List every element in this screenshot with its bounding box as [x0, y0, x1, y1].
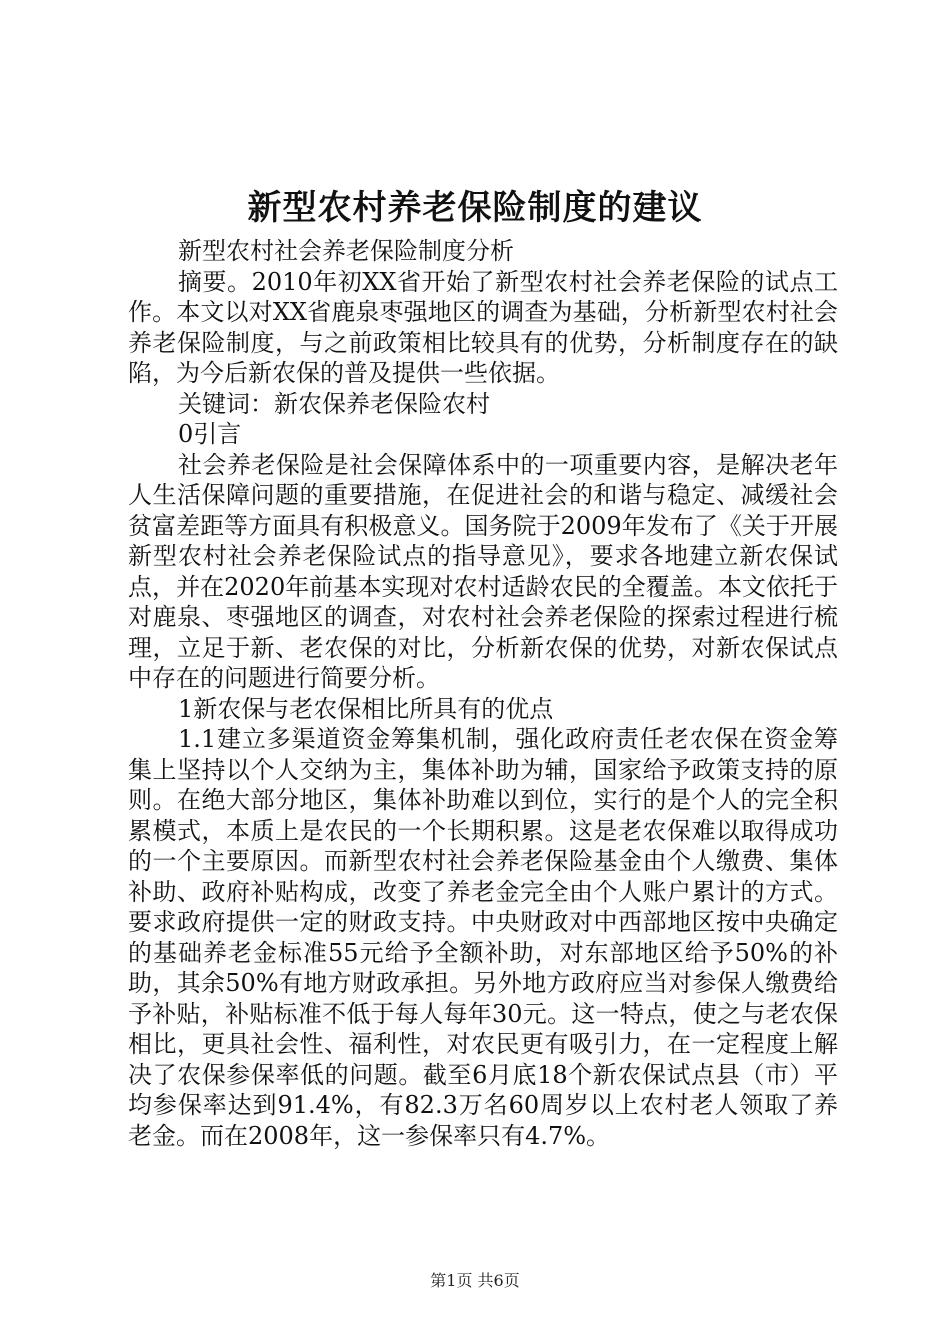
paragraph-abstract: 摘要。2010年初XX省开始了新型农村社会养老保险的试点工作。本文以对XX省鹿泉枣强地区的调查为基础，分析新型农村社会养老保险制度，与之前政策相比较具有的优势，分析制度存在的缺陷，为今后新农保的普及提供一些依据。	[128, 267, 838, 387]
document-title: 新型农村养老保险制度的建议	[247, 188, 703, 228]
document-body	[128, 236, 838, 1151]
paragraph-introduction: 社会养老保险是社会保障体系中的一项重要内容，是解决老年人生活保障问题的重要措施，在促进社会的和谐与稳定、减缓社会贫富差距等方面具有积极意义。国务院于2009年发布了《关于开展新型农村社会养老保险试点的指导意见》，要求各地建立新农保试点，并在2020年前基本实现对农村适龄农民的全覆盖。本文依托于对鹿泉、枣强地区的调查，对农村社会养老保险的探索过程进行梳理，立足于新、老农保的对比，分析新农保的优势，对新农保试点中存在的问题进行简要分析。	[128, 450, 838, 692]
paragraph-subtitle: 新型农村社会养老保险制度分析	[178, 237, 514, 265]
page-footer: 第1页 共6页	[430, 1271, 520, 1290]
paragraph-section-1-1: 1.1建立多渠道资金筹集机制，强化政府责任老农保在资金筹集上坚持以个人交纳为主，集体补助为辅，国家给予政策支持的原则。在绝大部分地区，集体补助难以到位，实行的是个人的完全积累模式，本质上是农民的一个长期积累。这是老农保难以取得成功的一个主要原因。而新型农村社会养老保险基金由个人缴费、集体补助、政府补贴构成，改变了养老金完全由个人账户累计的方式。要求政府提供一定的财政支持。中央财政对中西部地区按中央确定的基础养老金标准55元给予全额补助，对东部地区给予50%的补助，其余50%有地方财政承担。另外地方政府应当对参保人缴费给予补贴，补贴标准不低于每人每年30元。这一特点，使之与老农保相比，更具社会性、福利性，对农民更有吸引力，在一定程度上解决了农保参保率低的问题。截至6月底18个新农保试点县（市）平均参保率达到91.4%，有82.3万名60周岁以上农村老人领取了养老金。而在2008年，这一参保率只有4.7%。	[128, 725, 838, 1150]
section-heading-introduction: 0引言	[178, 420, 242, 448]
section-heading-advantages: 1新农保与老农保相比所具有的优点	[178, 694, 554, 723]
paragraph-keywords: 关键词：新农保养老保险农村	[178, 389, 490, 418]
